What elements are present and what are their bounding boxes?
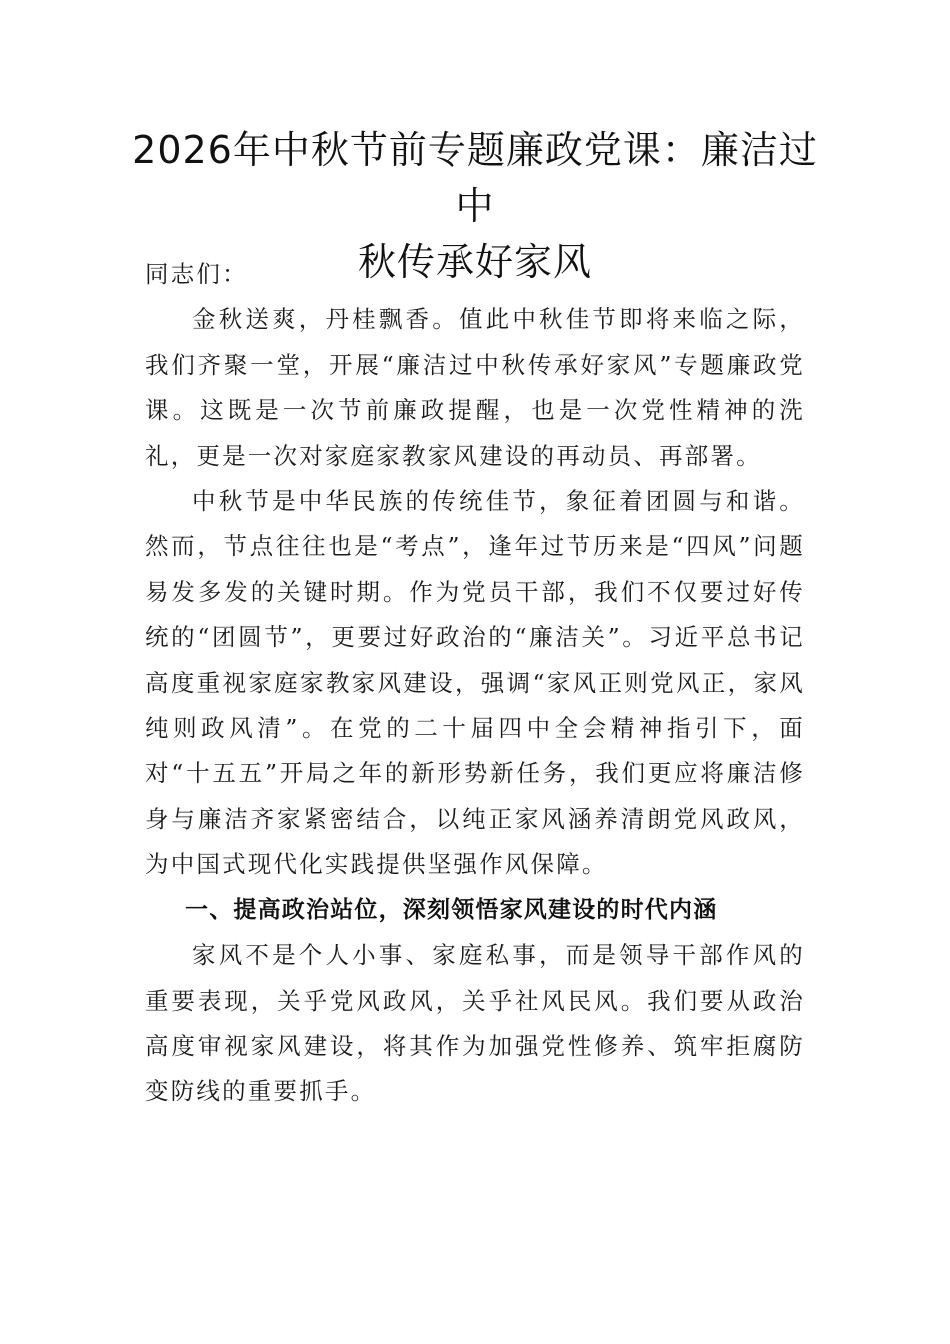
section-paragraph: 家风不是个人小事、家庭私事，而是领导干部作风的重要表现，关乎党风政风，关乎社风民风。我们要从政治高度审视家风建设，将其作为加强党性修养、筑牢拒腐防变防线的重要抓手。: [145, 941, 805, 1106]
title-line-1: 2026年中秋节前专题廉政党课：廉洁过中: [132, 128, 818, 228]
title-line-2: 秋传承好家风: [357, 240, 592, 284]
salutation: 同志们：: [145, 260, 248, 288]
document-body: [145, 252, 805, 1115]
paragraph-intro: 金秋送爽，丹桂飘香。值此中秋佳节即将来临之际，我们齐聚一堂，开展“廉洁过中秋传承好家风”专题廉政党课。这既是一次节前廉政提醒，也是一次党性精神的洗礼，更是一次对家庭家教家风建设的再动员、再部署。: [145, 305, 805, 470]
section-heading: 一、提高政治站位，深刻领悟家风建设的时代内涵: [185, 896, 718, 923]
paragraph-background: 中秋节是中华民族的传统佳节，象征着团圆与和谐。然而，节点往往也是“考点”，逢年过节历来是“四风”问题易发多发的关键时期。作为党员干部，我们不仅要过好传统的“团圆节”，更要过好政治的“廉洁关”。习近平总书记高度重视家庭家教家风建设，强调“家风正则党风正，家风纯则政风清”。在党的二十届四中全会精神指引下，面对“十五五”开局之年的新形势新任务，我们更应将廉洁修身与廉洁齐家紧密结合，以纯正家风涵养清朗党风政风，为中国式现代化实践提供坚强作风保障。: [145, 487, 805, 879]
